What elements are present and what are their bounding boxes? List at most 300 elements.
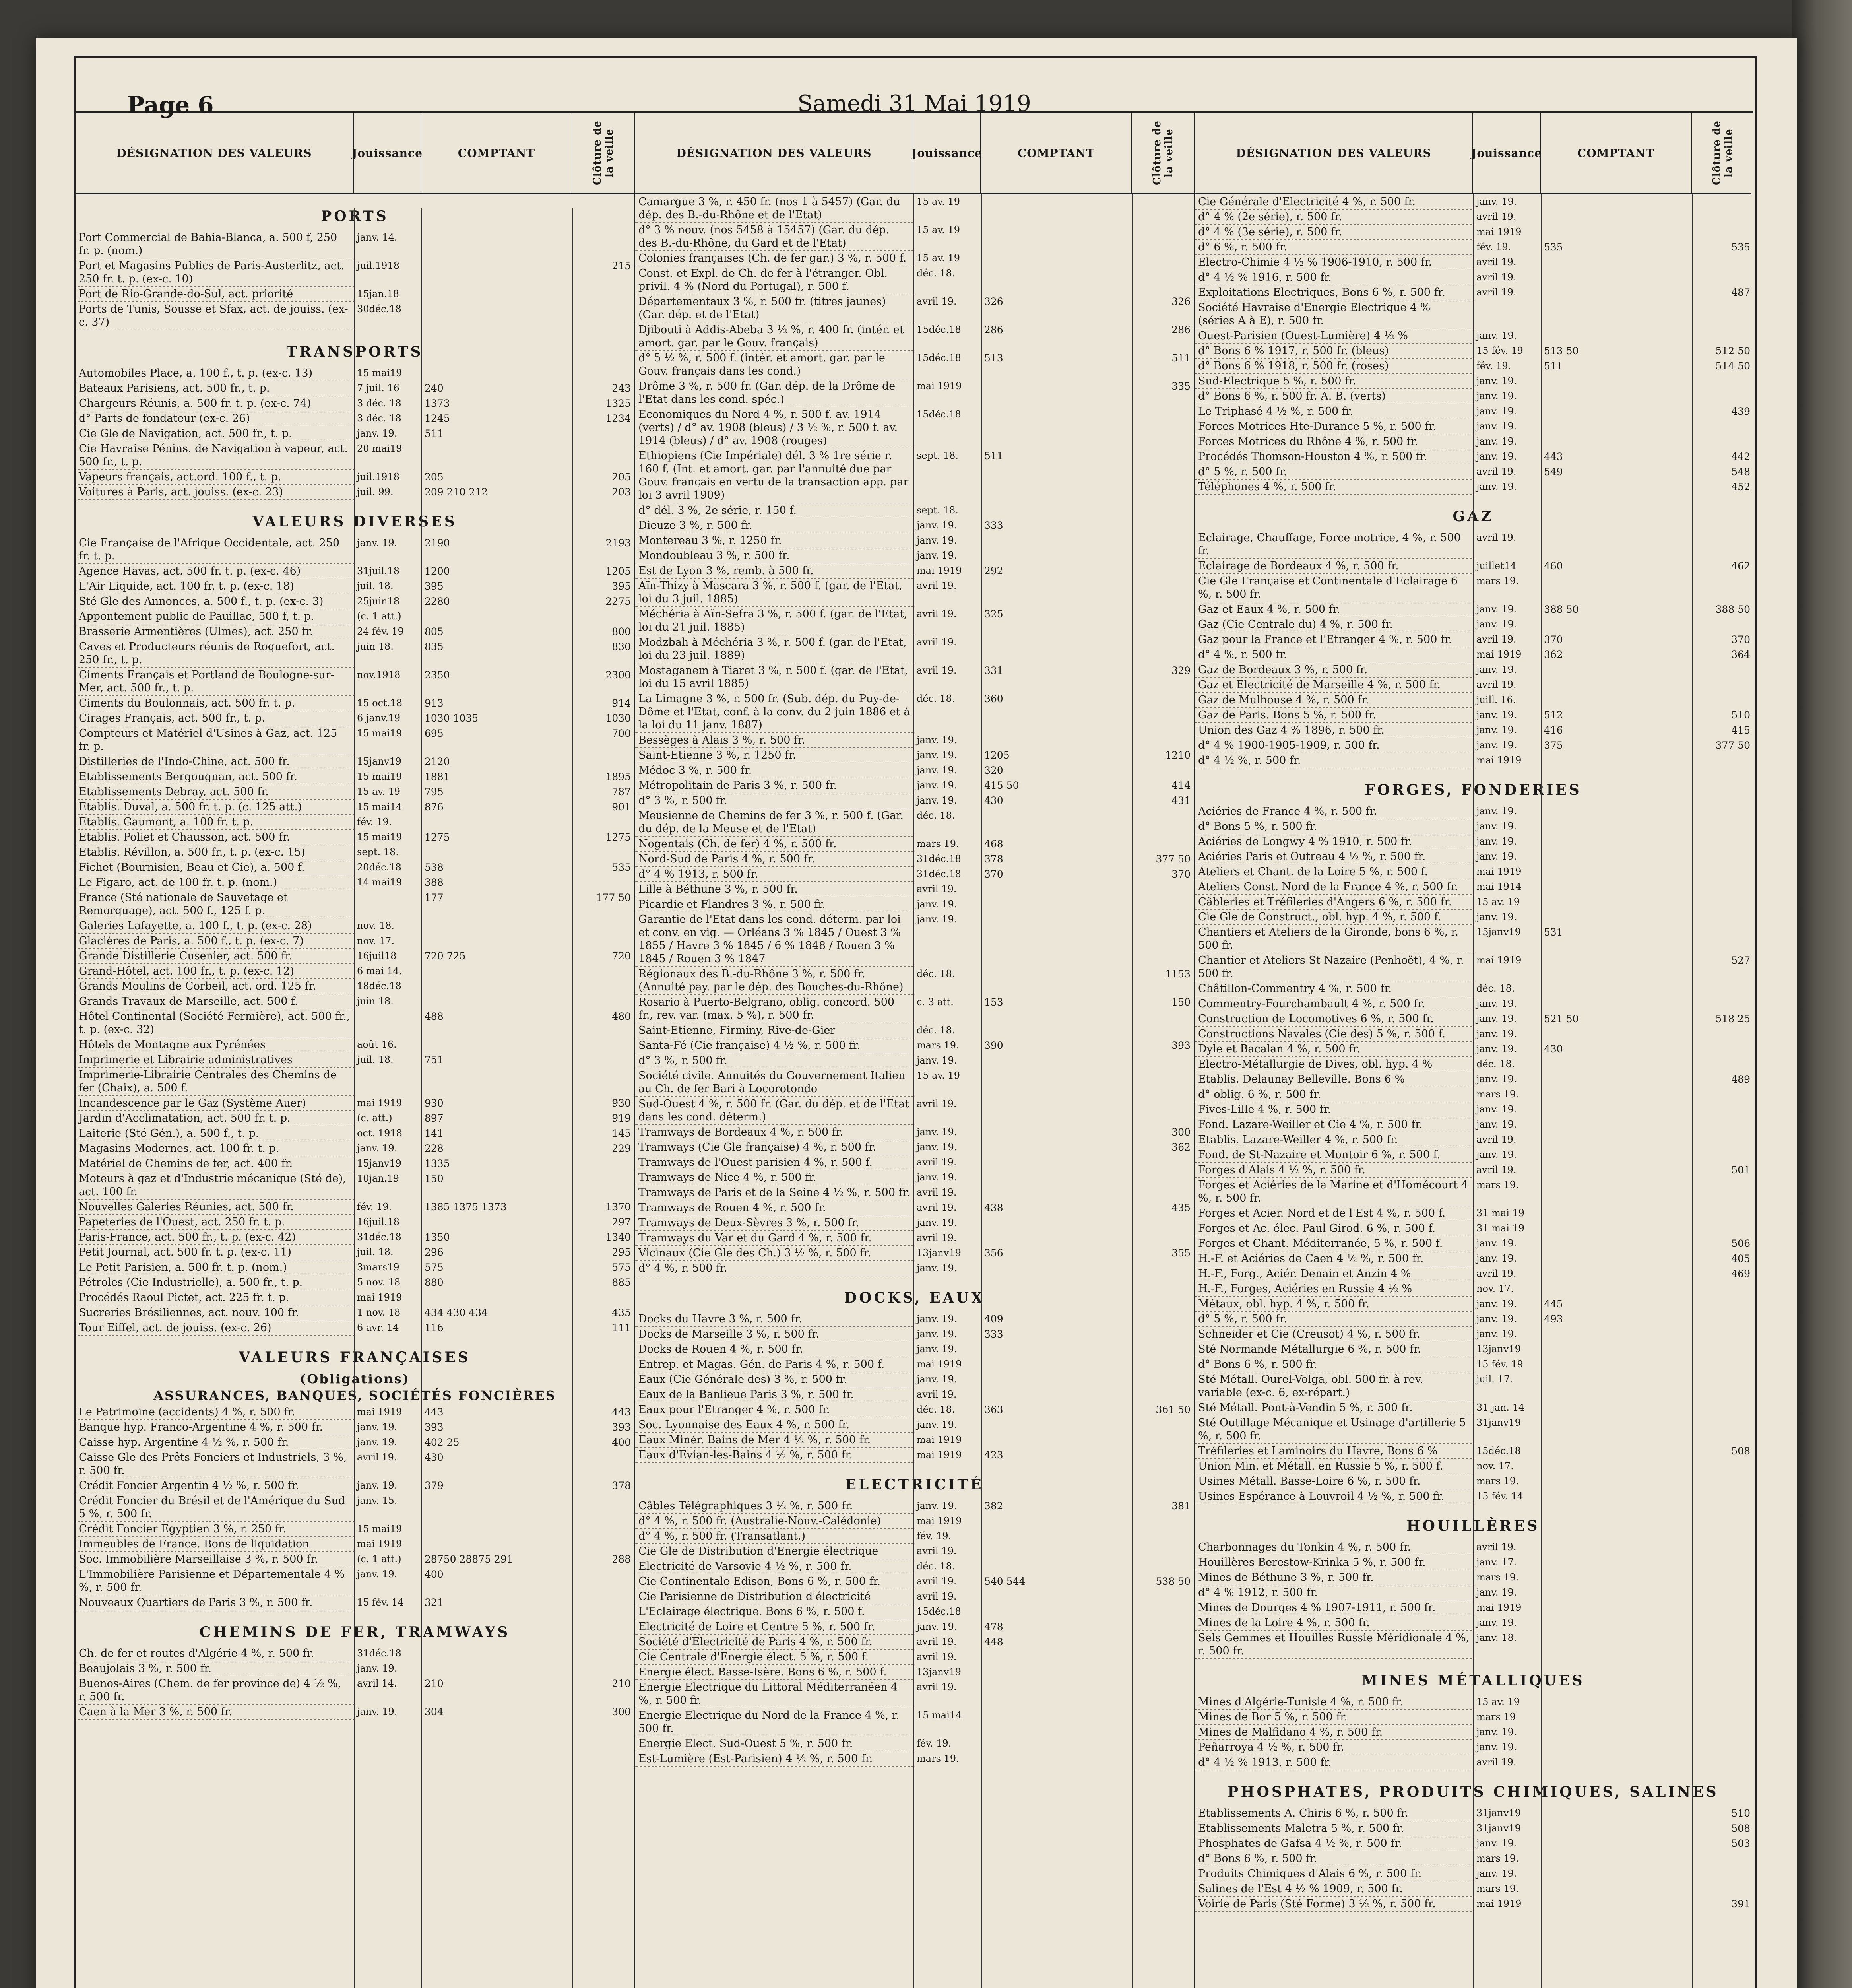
previous-close: 1234 xyxy=(605,413,631,424)
previous-close: 286 xyxy=(1171,324,1191,336)
comptant-price: 1030 1035 xyxy=(425,712,479,724)
security-name: Mostaganem à Tiaret 3 %, r. 500 f. (gar. de l'Etat, loi du 15 avril 1885) xyxy=(635,663,913,691)
jouissance-date: sept. 18. xyxy=(357,846,399,858)
previous-close xyxy=(1692,1400,1751,1415)
comptant-price xyxy=(981,1185,1132,1200)
listing-row xyxy=(635,1448,1194,1463)
security-name: Moteurs à gaz et d'Industrie mécanique (Sté de), act. 100 fr. xyxy=(76,1171,354,1200)
listing-row xyxy=(76,381,634,396)
listing-row xyxy=(635,1200,1194,1215)
comptant-price xyxy=(981,1751,1132,1767)
comptant-price xyxy=(1541,1710,1692,1725)
previous-close: 527 xyxy=(1731,955,1750,966)
jouissance-date: janv. 19. xyxy=(917,795,957,806)
listing-row xyxy=(76,1096,634,1111)
jouissance-date: 15 mai19 xyxy=(357,831,402,843)
security-name: Fond. Lazare-Weiller et Cie 4 %, r. 500 fr. xyxy=(1195,1117,1473,1132)
comptant-price: 370 xyxy=(1544,634,1563,645)
comptant-price xyxy=(1541,419,1692,434)
security-name: Energie Electrique du Littoral Méditerranéen 4 %, r. 500 fr. xyxy=(635,1680,913,1708)
listing-row xyxy=(635,1559,1194,1574)
jouissance-date: 15 av. 19 xyxy=(1476,1696,1520,1707)
security-name: Rosario à Puerto-Belgrano, oblig. concord. 500 fr., rev. var. (max. 5 %), r. 500 fr. xyxy=(635,995,913,1023)
jouissance-date: nov. 18. xyxy=(357,920,395,931)
previous-close xyxy=(1692,1555,1751,1570)
previous-close: 487 xyxy=(1731,287,1750,298)
comptant-price: 493 xyxy=(1544,1313,1563,1325)
previous-close xyxy=(1692,617,1751,632)
listing-row xyxy=(76,1126,634,1141)
section-heading: HOUILLÈRES xyxy=(1406,1518,1540,1534)
jouissance-date: janv. 19. xyxy=(1476,740,1517,751)
jouissance-date: janv. 18. xyxy=(1476,1632,1517,1643)
previous-close xyxy=(1692,1357,1751,1372)
previous-close: 145 xyxy=(612,1128,631,1139)
jouissance-date: janv. 19. xyxy=(1476,375,1517,386)
listing-row xyxy=(76,1493,634,1522)
previous-close: 901 xyxy=(612,801,631,813)
listing-row xyxy=(76,668,634,696)
previous-close xyxy=(1132,1559,1194,1574)
security-name: Société Havraise d'Energie Electrique 4 % (séries A à E), r. 500 fr. xyxy=(1195,300,1473,328)
jouissance-date: 15 fév. 14 xyxy=(1476,1491,1523,1502)
jouissance-date: avril 19. xyxy=(1476,679,1517,690)
jouissance-date: 15 av. 19 xyxy=(357,786,400,797)
comptant-price xyxy=(421,845,572,860)
security-name: Chantier et Ateliers St Nazaire (Penhoët), 4 %, r. 500 fr. xyxy=(1195,953,1473,981)
security-name: Mines de Bor 5 %, r. 500 fr. xyxy=(1195,1710,1473,1725)
comptant-price xyxy=(1541,1281,1692,1297)
previous-close xyxy=(1132,503,1194,518)
jouissance-date: janv. 19. xyxy=(917,1262,957,1274)
previous-close: 391 xyxy=(1731,1898,1750,1910)
jouissance-date: janv. 19. xyxy=(1476,1726,1517,1738)
listing-row xyxy=(635,748,1194,763)
security-name: Usines Espérance à Louvroil 4 ½ %, r. 500 fr. xyxy=(1195,1489,1473,1504)
previous-close xyxy=(572,964,634,979)
security-name: Picardie et Flandres 3 %, r. 500 fr. xyxy=(635,897,913,912)
security-name: Cie Gle de Navigation, act. 500 fr., t. p. xyxy=(76,426,354,441)
comptant-price: 535 xyxy=(1544,241,1563,253)
jouissance-date: déc. 18. xyxy=(917,1404,955,1415)
listing-row xyxy=(76,845,634,860)
column-1 xyxy=(76,113,635,1988)
listing-row xyxy=(1195,1725,1751,1740)
jouissance-date: janv. 19. xyxy=(357,1143,398,1154)
previous-close xyxy=(572,426,634,441)
security-name: Nord-Sud de Paris 4 %, r. 500 fr. xyxy=(635,852,913,867)
security-name: Electricité de Varsovie 4 ½ %, r. 500 fr. xyxy=(635,1559,913,1574)
comptant-price: 511 xyxy=(1544,360,1563,372)
previous-close: 919 xyxy=(612,1112,631,1124)
comptant-price xyxy=(1541,1132,1692,1147)
jouissance-date: mars 19. xyxy=(1476,1179,1519,1190)
jouissance-date: avril 19. xyxy=(1476,211,1517,222)
listing-row xyxy=(635,1751,1194,1767)
jouissance-date: 15déc.18 xyxy=(917,409,961,420)
previous-close: 510 xyxy=(1731,1807,1750,1819)
previous-close: 535 xyxy=(612,862,631,873)
listing-row xyxy=(76,287,634,302)
listing-row xyxy=(635,407,1194,448)
listing-row xyxy=(76,366,634,381)
security-name: Sté Normande Métallurgie 6 %, r. 500 fr. xyxy=(1195,1342,1473,1357)
listing-row xyxy=(635,1068,1194,1097)
previous-close xyxy=(1692,1042,1751,1057)
security-name: Procédés Raoul Pictet, act. 225 fr. t. p. xyxy=(76,1290,354,1305)
previous-close xyxy=(1692,1755,1751,1770)
listing-row xyxy=(1195,1740,1751,1755)
previous-close: 435 xyxy=(1171,1202,1191,1213)
listing-row xyxy=(76,1290,634,1305)
previous-close xyxy=(572,1661,634,1676)
previous-close xyxy=(1692,419,1751,434)
security-name: Procédés Thomson-Houston 4 %, r. 500 fr. xyxy=(1195,449,1473,464)
comptant-price xyxy=(421,609,572,624)
previous-close xyxy=(1692,1297,1751,1312)
security-name: Chantiers et Ateliers de la Gironde, bons 6 %, r. 500 fr. xyxy=(1195,925,1473,953)
comptant-price xyxy=(1541,480,1692,495)
listing-row xyxy=(76,1435,634,1450)
comptant-price xyxy=(1541,1400,1692,1415)
jouissance-date: mars 19. xyxy=(1476,1089,1519,1100)
jouissance-date: mai 1919 xyxy=(917,1359,962,1370)
listing-row xyxy=(1195,1695,1751,1710)
listing-row xyxy=(76,639,634,668)
comptant-price xyxy=(981,1097,1132,1125)
jouissance-date: fév. 19. xyxy=(357,816,392,827)
comptant-price xyxy=(1541,1600,1692,1615)
jouissance-date: avril 19. xyxy=(1476,256,1517,268)
jouissance-date: mai 1914 xyxy=(1476,881,1522,892)
previous-close xyxy=(1132,1387,1194,1402)
jouissance-date: fév. 19. xyxy=(1476,360,1511,371)
jouissance-date: janv. 19. xyxy=(917,520,957,531)
listing-row xyxy=(76,485,634,500)
listing-row xyxy=(1195,480,1751,495)
jouissance-date: janv. 19. xyxy=(1476,836,1517,847)
security-name: Caisse hyp. Argentine 4 ½ %, r. 500 fr. xyxy=(76,1435,354,1450)
section-heading: ASSURANCES, BANQUES, SOCIÉTÉS FONCIÈRES xyxy=(153,1388,556,1403)
listing-row xyxy=(1195,804,1751,819)
comptant-price: 116 xyxy=(425,1322,444,1334)
listing-row xyxy=(76,1215,634,1230)
security-name: d° 3 %, r. 500 fr. xyxy=(635,1053,913,1068)
listing-row xyxy=(76,769,634,784)
jouissance-date: janv. 19. xyxy=(1476,1043,1517,1054)
previous-close xyxy=(1692,996,1751,1011)
section-heading: VALEURS FRANÇAISES xyxy=(239,1349,471,1366)
issue-date: Samedi 31 Mai 1919 xyxy=(797,91,1031,116)
security-name: Cie Centrale d'Energie élect. 5 %, r. 500 f. xyxy=(635,1650,913,1665)
security-name: Economiques du Nord 4 %, r. 500 f. av. 1914 (verts) / d° av. 1908 (bleus) / 3 ½ %, r. 500 f. av. 1914 (bleus) / d° av. 1908 (rouges) xyxy=(635,407,913,448)
listing-row xyxy=(76,302,634,330)
security-name: d° 4 %, r. 500 fr. xyxy=(1195,647,1473,662)
previous-close xyxy=(572,609,634,624)
column-header xyxy=(1195,113,1751,194)
previous-close: 405 xyxy=(1731,1253,1750,1264)
comptant-price xyxy=(981,635,1132,663)
jouissance-date: déc. 18. xyxy=(1476,983,1515,994)
listing-row xyxy=(1195,574,1751,602)
previous-close: 370 xyxy=(1171,868,1191,880)
security-name: Sucreries Brésiliennes, act. nouv. 100 fr. xyxy=(76,1305,354,1320)
listing-row xyxy=(1195,1400,1751,1415)
previous-close xyxy=(1692,1327,1751,1342)
jouissance-date xyxy=(354,1009,421,1037)
listing-row xyxy=(1195,434,1751,449)
security-name: Eaux de la Banlieue Paris 3 %, r. 500 fr. xyxy=(635,1387,913,1402)
jouissance-date: (c. 1 att.) xyxy=(357,611,401,622)
comptant-price xyxy=(1541,1027,1692,1042)
previous-close xyxy=(1132,1097,1194,1125)
listing-row xyxy=(1195,240,1751,255)
previous-close: 442 xyxy=(1731,451,1750,462)
jouissance-date xyxy=(354,1068,421,1096)
previous-close xyxy=(1692,1147,1751,1163)
previous-close xyxy=(1692,210,1751,225)
header-jouissance: Jouissance xyxy=(354,113,421,193)
comptant-price: 150 xyxy=(425,1173,444,1184)
security-name: Meusienne de Chemins de fer 3 %, r. 500 f. (Gar. du dép. de la Meuse et de l'Etat) xyxy=(635,808,913,837)
comptant-price xyxy=(1541,996,1692,1011)
listing-row xyxy=(1195,1540,1751,1555)
security-name: Voitures à Paris, act. jouiss. (ex-c. 23) xyxy=(76,485,354,500)
previous-close: 469 xyxy=(1731,1268,1750,1279)
jouissance-date: déc. 18. xyxy=(917,1561,955,1572)
comptant-price: 751 xyxy=(425,1054,444,1066)
listing-row xyxy=(76,441,634,470)
previous-close xyxy=(1132,1155,1194,1170)
comptant-price: 1881 xyxy=(425,771,450,782)
listing-row xyxy=(635,194,1194,223)
listing-row xyxy=(1195,1297,1751,1312)
previous-close xyxy=(1132,897,1194,912)
jouissance-date: janv. 19. xyxy=(1476,1838,1517,1849)
security-name: Câbles Télégraphiques 3 ½ %, r. 500 fr. xyxy=(635,1499,913,1514)
security-name: Forges et Chant. Méditerranée, 5 %, r. 500 f. xyxy=(1195,1236,1473,1251)
listing-row xyxy=(635,1327,1194,1342)
jouissance-date: 20 mai19 xyxy=(357,443,402,454)
security-name: Gaz de Paris. Bons 5 %, r. 500 fr. xyxy=(1195,708,1473,723)
listing-row xyxy=(1195,374,1751,389)
security-name: Voirie de Paris (Sté Forme) 3 ½ %, r. 500 fr. xyxy=(1195,1897,1473,1912)
comptant-price xyxy=(1541,1357,1692,1372)
jouissance-date: janv. 19. xyxy=(917,1172,957,1183)
jouissance-date: mars 19. xyxy=(917,1753,959,1764)
security-name: Exploitations Electriques, Bons 6 %, r. 500 fr. xyxy=(1195,285,1473,300)
previous-close xyxy=(1132,448,1194,503)
listing-row xyxy=(76,1068,634,1096)
previous-close xyxy=(572,994,634,1009)
jouissance-date: janv. 19. xyxy=(917,1500,957,1511)
previous-close xyxy=(1692,1866,1751,1881)
listing-row xyxy=(76,470,634,485)
comptant-price xyxy=(981,1529,1132,1544)
security-name: Etablis. Gaumont, a. 100 fr. t. p. xyxy=(76,815,354,830)
jouissance-date: 7 juil. 16 xyxy=(357,382,399,394)
previous-close: 215 xyxy=(612,260,631,272)
previous-close: 800 xyxy=(612,626,631,637)
security-name: Vapeurs français, act.ord. 100 f., t. p. xyxy=(76,470,354,485)
listing-row xyxy=(1195,194,1751,210)
jouissance-date: janv. 19. xyxy=(917,899,957,910)
comptant-price xyxy=(981,1261,1132,1276)
listing-row xyxy=(635,518,1194,533)
comptant-price: 538 xyxy=(425,862,444,873)
listing-row xyxy=(76,1111,634,1126)
comptant-price: 805 xyxy=(425,626,444,637)
jouissance-date: janv. 19. xyxy=(1476,1238,1517,1249)
comptant-price: 540 544 xyxy=(984,1576,1026,1587)
security-name: Métropolitain de Paris 3 %, r. 500 fr. xyxy=(635,778,913,793)
security-name: Magasins Modernes, act. 100 fr. t. p. xyxy=(76,1141,354,1156)
jouissance-date: janv. 19. xyxy=(1476,1119,1517,1130)
comptant-price xyxy=(1541,300,1692,328)
comptant-price xyxy=(421,1522,572,1537)
previous-close xyxy=(1132,1448,1194,1463)
security-name: Le Patrimoine (accidents) 4 %, r. 500 fr. xyxy=(76,1405,354,1420)
jouissance-date: juil. 18. xyxy=(357,580,394,592)
jouissance-date: 15 mai14 xyxy=(917,1710,962,1721)
listing-row xyxy=(635,1665,1194,1680)
listing-row xyxy=(76,579,634,594)
jouissance-date: janv. 19. xyxy=(1476,406,1517,417)
listing-row xyxy=(635,808,1194,837)
security-name: Le Figaro, act. de 100 fr. t. p. (nom.) xyxy=(76,875,354,890)
section-heading: FORGES, FONDERIES xyxy=(1365,782,1582,798)
comptant-price: 521 50 xyxy=(1544,1013,1579,1025)
security-name: Crédit Foncier Egyptien 3 %, r. 250 fr. xyxy=(76,1522,354,1537)
jouissance-date: 15 oct.18 xyxy=(357,697,402,709)
security-name: Soc. Immobilière Marseillaise 3 %, r. 500 fr. xyxy=(76,1552,354,1567)
comptant-price xyxy=(981,1417,1132,1433)
previous-close: 439 xyxy=(1731,406,1750,417)
listing-row xyxy=(76,1305,634,1320)
security-name: Vicinaux (Cie Gle des Ch.) 3 ½ %, r. 500 fr. xyxy=(635,1246,913,1261)
listing-row xyxy=(1195,1710,1751,1725)
security-name: Le Triphasé 4 ½ %, r. 500 fr. xyxy=(1195,404,1473,419)
comptant-price xyxy=(981,223,1132,251)
listing-row xyxy=(635,1736,1194,1751)
previous-close xyxy=(1132,607,1194,635)
listing-row xyxy=(635,1650,1194,1665)
jouissance-date: avril 19. xyxy=(917,637,957,648)
jouissance-date: mai 1919 xyxy=(917,1449,962,1460)
jouissance-date: mars 19. xyxy=(1476,575,1519,586)
listing-row xyxy=(1195,1281,1751,1297)
jouissance-date: 13janv19 xyxy=(917,1666,961,1677)
previous-close: 506 xyxy=(1731,1238,1750,1249)
security-name: Papeteries de l'Ouest, act. 250 fr. t. p. xyxy=(76,1215,354,1230)
comptant-price: 1385 1375 1373 xyxy=(425,1201,507,1213)
previous-close: 335 xyxy=(1171,381,1191,392)
jouissance-date: déc. 18. xyxy=(917,268,955,279)
jouissance-date: sept. 18. xyxy=(917,450,958,461)
comptant-price xyxy=(421,441,572,470)
comptant-price xyxy=(1541,530,1692,559)
security-name: H.-F., Forg., Aciér. Denain et Anzin 4 % xyxy=(1195,1266,1473,1281)
listing-row xyxy=(635,1185,1194,1200)
security-name: d° 4 %, r. 500 fr. (Transatlant.) xyxy=(635,1529,913,1544)
listing-row xyxy=(1195,300,1751,328)
jouissance-date: avril 19. xyxy=(917,608,957,619)
security-name: Mines d'Algérie-Tunisie 4 %, r. 500 fr. xyxy=(1195,1695,1473,1710)
comptant-price: 379 xyxy=(425,1480,444,1491)
jouissance-date: janv. 19. xyxy=(917,1055,957,1066)
jouissance-date: 15 av. 19 xyxy=(1476,896,1520,907)
security-name: Gaz de Bordeaux 3 %, r. 500 fr. xyxy=(1195,662,1473,678)
security-name: Grands Moulins de Corbeil, act. ord. 125 fr. xyxy=(76,979,354,994)
listing-row xyxy=(635,1529,1194,1544)
security-name: Sté Outillage Mécanique et Usinage d'artillerie 5 %, r. 500 fr. xyxy=(1195,1415,1473,1444)
security-name: Tramways de Deux-Sèvres 3 %, r. 500 fr. xyxy=(635,1215,913,1231)
comptant-price xyxy=(981,251,1132,266)
listing-row xyxy=(1195,1836,1751,1851)
security-name: Grands Travaux de Marseille, act. 500 f. xyxy=(76,994,354,1009)
security-name: Construction de Locomotives 6 %, r. 500 fr. xyxy=(1195,1011,1473,1027)
security-name: Etablis. Duval, a. 500 fr. t. p. (c. 125 att.) xyxy=(76,800,354,815)
listing-row xyxy=(1195,1357,1751,1372)
comptant-price: 1245 xyxy=(425,413,450,424)
listing-row xyxy=(76,1275,634,1290)
previous-close xyxy=(1132,1680,1194,1708)
previous-close xyxy=(1132,1736,1194,1751)
comptant-price: 326 xyxy=(984,296,1003,307)
page-header xyxy=(76,60,1753,118)
jouissance-date: déc. 18. xyxy=(917,968,955,979)
jouissance-date: avril 19. xyxy=(917,1098,957,1109)
listing-row xyxy=(635,579,1194,607)
comptant-price xyxy=(981,808,1132,837)
comptant-price xyxy=(1541,1178,1692,1206)
header-cloture: Clôture de la veille xyxy=(1151,120,1175,186)
previous-close xyxy=(572,934,634,949)
comptant-price: 321 xyxy=(425,1597,444,1608)
previous-close: 378 xyxy=(612,1480,631,1491)
jouissance-date: juil. 99. xyxy=(357,486,394,497)
jouissance-date: janv. 19. xyxy=(917,780,957,791)
comptant-price xyxy=(981,1372,1132,1387)
security-name: d° 5 %, r. 500 fr. xyxy=(1195,1312,1473,1327)
previous-close: 288 xyxy=(612,1553,631,1565)
previous-close xyxy=(572,918,634,934)
listing-row xyxy=(1195,1057,1751,1072)
jouissance-date: mai 1919 xyxy=(1476,649,1522,660)
listing-row xyxy=(635,897,1194,912)
previous-close xyxy=(1692,834,1751,849)
previous-close: 377 50 xyxy=(1715,740,1750,751)
security-name: Tramways de l'Ouest parisien 4 %, r. 500 f. xyxy=(635,1155,913,1170)
listing-row xyxy=(1195,617,1751,632)
listing-row xyxy=(76,711,634,726)
listing-row xyxy=(1195,1615,1751,1631)
listing-row xyxy=(635,1053,1194,1068)
previous-close xyxy=(1132,1327,1194,1342)
previous-close xyxy=(1692,925,1751,953)
listing-row xyxy=(76,426,634,441)
security-name: La Limagne 3 %, r. 500 fr. (Sub. dép. du Puy-de-Dôme et l'Etat, conf. à la conv. du 2 juin 1886 et à la loi du 11 janv. 1887) xyxy=(635,691,913,733)
listing-row xyxy=(635,635,1194,663)
previous-close: 914 xyxy=(612,697,631,709)
previous-close xyxy=(1692,1281,1751,1297)
listing-row xyxy=(635,1342,1194,1357)
security-name: Lille à Béthune 3 %, r. 500 fr. xyxy=(635,882,913,897)
comptant-price xyxy=(1541,1266,1692,1281)
jouissance-date: janv. 19. xyxy=(1476,390,1517,402)
security-name: Soc. Lyonnaise des Eaux 4 %, r. 500 fr. xyxy=(635,1417,913,1433)
listing-row xyxy=(635,266,1194,294)
